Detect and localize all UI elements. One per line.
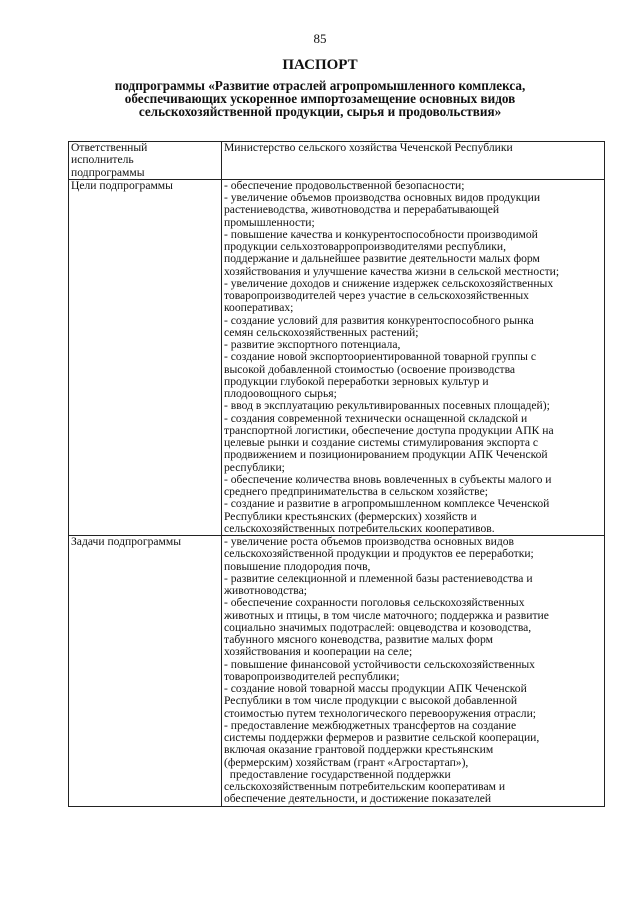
value-line: Республики в том числе продукции с высокой добавленной (224, 694, 518, 708)
value-line: - создание новой товарной массы продукции АПК Чеченской (224, 682, 527, 695)
value-line: - повышение качества и конкурентоспособности производимой (224, 227, 538, 241)
value-line: хозяйствования и кооперации на селе; (224, 645, 413, 659)
value-line: системы поддержки фермеров и развитие сельской кооперации, (224, 731, 540, 744)
label-line: Ответственный (71, 141, 148, 154)
row-responsible-executor (69, 142, 605, 180)
value-line: - повышение финансовой устойчивости сельскохозяйственных (224, 657, 535, 671)
value-line: семян сельскохозяйственных растений; (224, 325, 419, 339)
value-line: - создание новой экспортоориентированной товарной группы с (224, 350, 536, 364)
row-label-cell (69, 142, 222, 180)
value-line: обеспечение деятельности, и достижение показателей (224, 792, 492, 806)
subtitle-line: сельскохозяйственной продукции, сырья и продовольствия» (138, 104, 502, 119)
value-line: промышленности; (224, 215, 315, 229)
value-line: республики; (224, 460, 285, 474)
page-number: 85 (313, 31, 327, 46)
value-line: поддержание и дальнейшее развитие деятельности малых форм (224, 252, 540, 266)
value-line: хозяйствования и улучшение качества жизни в сельской местности; (224, 264, 560, 278)
value-line: повышение плодородия почв, (224, 559, 371, 573)
value-line: - предоставление межбюджетных трансфертов на создание (224, 718, 517, 732)
value-line: - создание и развитие в агропромышленном комплексе Чеченской (224, 497, 550, 511)
value-line: - увеличение объемов производства основных видов продукции (224, 191, 541, 204)
row-label-cell (69, 536, 222, 807)
document-title: ПАСПОРТ (282, 57, 358, 73)
value-line: высокой добавленной стоимостью (освоение производства (224, 362, 516, 376)
value-line: - увеличение доходов и снижение издержек сельскохозяйственных (224, 276, 554, 290)
value-line: - увеличение роста объемов производства основных видов (224, 535, 515, 548)
value-line: табунного мясного коневодства, развитие малых форм (224, 633, 493, 646)
value-line: животных и птицы, в том числе маточного; поддержка и развитие (224, 608, 549, 622)
value-line: - развитие экспортного потенциала, (224, 338, 401, 351)
row-goals (69, 179, 605, 535)
value-line: - обеспечение количества вновь вовлеченных в субъекты малого и (224, 472, 552, 486)
row-value-cell (222, 142, 605, 180)
value-line: предоставление государственной поддержки (224, 767, 451, 781)
value-line: животноводства; (224, 584, 307, 597)
value-line: растениеводства, животноводства и перерабатывающей (224, 203, 500, 217)
value-line: среднего предпринимательства в сельском хозяйстве; (224, 485, 488, 498)
value-line: включая оказание грантовой поддержки крестьянским (224, 743, 494, 757)
value-line: (фермерским) хозяйствам (грант «Агростартап»), (224, 755, 469, 769)
value-line: - создания современной технически оснащенной складской и (224, 411, 528, 425)
subtitle-line: подпрограммы «Развитие отраслей агропромышленного комплекса, (114, 78, 526, 93)
row-tasks (69, 536, 605, 807)
value-line: товаропроизводителей через участие в сельскохозяйственных (224, 289, 529, 302)
value-line: кооперативах; (224, 301, 294, 315)
value-line: продвижением и позиционированием продукции АПК Чеченской (224, 448, 548, 462)
value-line: Республики крестьянских (фермерских) хозяйств и (224, 509, 477, 523)
document-subtitle (70, 79, 570, 118)
passport-table (68, 141, 605, 807)
row-label-cell (69, 179, 222, 535)
value-line: сельскохозяйственных потребительских кооперативов. (224, 521, 495, 535)
value-line: стоимостью путем технологического перевооружения отрасли; (224, 706, 537, 720)
row-value-cell (222, 536, 605, 807)
label-line: Цели подпрограммы (71, 178, 173, 192)
value-line: Министерство сельского хозяйства Чеченской Республики (224, 141, 513, 154)
value-line: социально значимых подотраслей: овцеводства и козоводства, (224, 620, 532, 634)
value-line: - создание условий для развития конкурентоспособного рынка (224, 313, 534, 327)
value-line: плодоовощного сырья; (224, 387, 337, 400)
value-line: - обеспечение продовольственной безопасности; (224, 178, 465, 192)
label-line: подпрограммы (71, 165, 145, 179)
value-line: целевые рынки и создание системы стимулирования экспорта с (224, 436, 539, 449)
value-line: - развитие селекционной и племенной базы растениеводства и (224, 571, 533, 585)
passport-table-body (69, 142, 605, 807)
value-line: товаропроизводителей республики; (224, 669, 400, 683)
label-line: исполнитель (71, 153, 134, 167)
value-line: - обеспечение сохранности поголовья сельскохозяйственных (224, 596, 525, 610)
value-line: сельскохозяйственной продукции и продуктов ее переработки; (224, 547, 534, 561)
value-line: - ввод в эксплуатацию рекультивированных посевных площадей); (224, 399, 550, 413)
value-line: транспортной логистики, обеспечение доступа продукции АПК на (224, 423, 554, 437)
value-line: сельскохозяйственным потребительским кооперативам и (224, 780, 506, 793)
value-line: продукции сельхозтоварропроизводителями республики, (224, 240, 506, 253)
label-line: Задачи подпрограммы (71, 535, 181, 548)
subtitle-line: обеспечивающих ускоренное импортозамещение основных видов (124, 91, 516, 106)
row-value-cell (222, 179, 605, 535)
value-line: продукции глубокой переработки зерновых культур и (224, 374, 489, 388)
